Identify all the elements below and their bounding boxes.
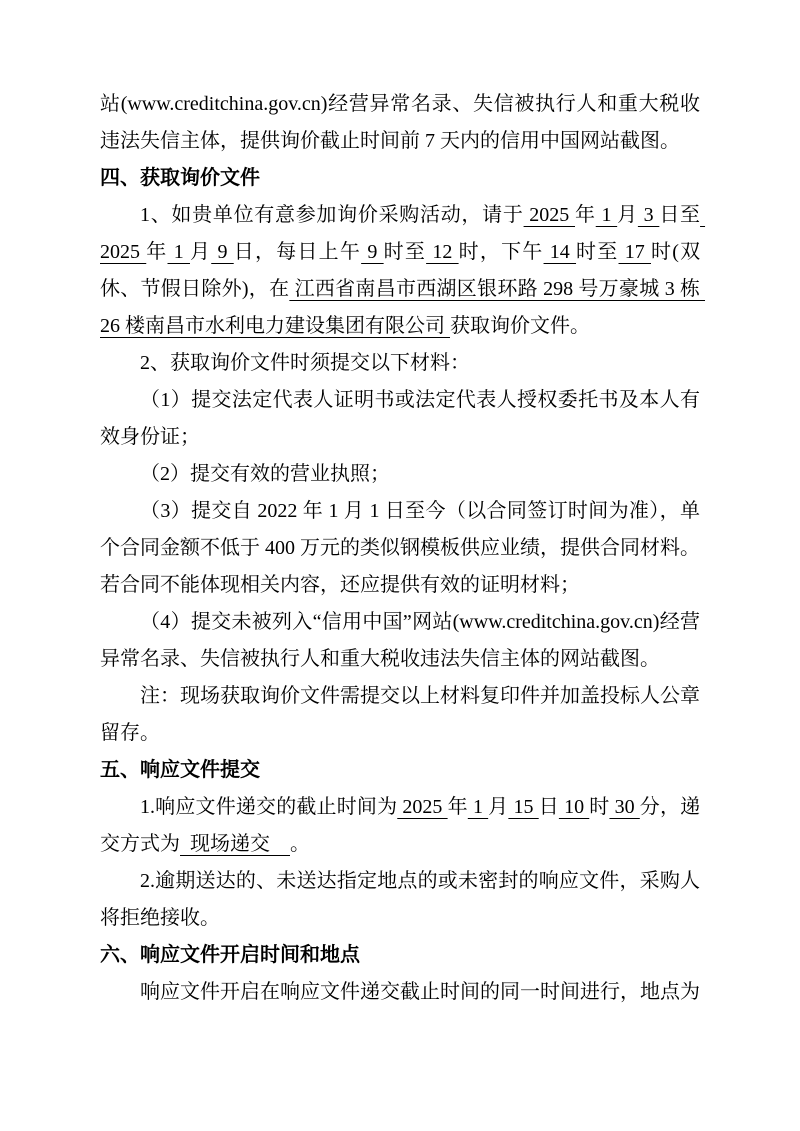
filled-blank-underline: 1 <box>167 241 190 263</box>
text-run: 1.响应文件递交的截止时间为 <box>140 796 398 818</box>
heading-section-4-obtain-inquiry-document <box>100 160 700 197</box>
text-run: 1、如贵单位有意参加询价采购活动，请于 <box>140 204 524 226</box>
text-run: 五、响应文件提交 <box>100 759 260 781</box>
text-run: 时，下午 <box>458 241 544 263</box>
para-5-2-rejection <box>100 863 700 937</box>
para-4-2-item-4 <box>100 604 700 678</box>
text-run: 月 <box>488 796 509 818</box>
text-run: 时至 <box>383 241 427 263</box>
text-run: 日至 <box>659 204 701 226</box>
para-4-2-item-1 <box>100 382 700 456</box>
para-4-note <box>100 678 700 752</box>
filled-blank-underline: 17 <box>618 241 651 263</box>
filled-blank-underline: 1 <box>595 204 618 226</box>
filled-blank-underline: 15 <box>508 796 539 818</box>
text-run: 2、获取询价文件时须提交以下材料： <box>140 352 470 374</box>
para-4-2-materials-intro <box>100 345 700 382</box>
text-run: 时(双休、节假日除外)，在 <box>100 241 701 300</box>
filled-blank-underline: 2025 <box>523 204 576 226</box>
filled-blank-underline: 10 <box>558 796 590 818</box>
text-run: 时至 <box>576 241 619 263</box>
document-body <box>100 86 706 1011</box>
text-run: 年 <box>575 204 596 226</box>
text-run: 时 <box>589 796 610 818</box>
filled-blank-underline: 现场递交 <box>180 833 290 855</box>
filled-blank-underline: 14 <box>543 241 577 263</box>
text-run: 分，递交方式为 <box>100 796 701 855</box>
para-4-2-item-2 <box>100 456 700 493</box>
text-run: 响应文件开启在响应文件递交截止时间的同一时间进行，地点为 <box>140 981 700 1003</box>
filled-blank-underline: 1 <box>467 796 489 818</box>
text-run: 日，每日上午 <box>233 241 362 263</box>
para-credit-china-continuation <box>100 86 700 160</box>
text-run: 。 <box>290 833 310 855</box>
filled-blank-underline: 江西省南昌市西湖区银环路 298 号万豪城 3 栋 26 楼南昌市水利电力建设集团有限公司 <box>100 278 706 337</box>
text-run: 月 <box>617 204 638 226</box>
filled-blank-underline: 9 <box>361 241 384 263</box>
filled-blank-underline: 2025 <box>100 204 706 263</box>
filled-blank-underline: 3 <box>637 204 660 226</box>
text-run: （3）提交自 2022 年 1 月 1 日至今（以合同签订时间为准），单个合同金额不低于 400 万元的类似钢模板供应业绩，提供合同材料。若合同不能体现相关内容，还应提供有效的证明材料； <box>100 500 700 596</box>
filled-blank-underline: 9 <box>211 241 234 263</box>
text-run: 获取询价文件。 <box>450 315 590 337</box>
text-run: 2.逾期送达的、未送达指定地点的或未密封的响应文件，采购人将拒绝接收。 <box>100 870 700 929</box>
text-run: 六、响应文件开启时间和地点 <box>100 944 360 966</box>
text-run: 日 <box>538 796 559 818</box>
para-4-2-item-3 <box>100 493 700 604</box>
text-run: 月 <box>189 241 212 263</box>
heading-section-5-response-submission <box>100 752 700 789</box>
text-run: （4）提交未被列入“信用中国”网站(www.creditchina.gov.cn)经营异常名录、失信被执行人和重大税收违法失信主体的网站截图。 <box>100 611 700 670</box>
filled-blank-underline: 30 <box>609 796 640 818</box>
filled-blank-underline: 12 <box>426 241 459 263</box>
text-run: 年 <box>447 796 468 818</box>
filled-blank-underline: 2025 <box>397 796 448 818</box>
para-4-1-obtain-schedule <box>100 197 706 345</box>
text-run: （1）提交法定代表人证明书或法定代表人授权委托书及本人有效身份证； <box>100 389 700 448</box>
para-6-opening <box>100 974 700 1011</box>
para-5-1-deadline <box>100 789 700 863</box>
text-run: （2）提交有效的营业执照； <box>140 463 390 485</box>
heading-section-6-opening-time-place <box>100 937 700 974</box>
text-run: 四、获取询价文件 <box>100 167 260 189</box>
text-run: 站(www.creditchina.gov.cn)经营异常名录、失信被执行人和重大税收违法失信主体，提供询价截止时间前 7 天内的信用中国网站截图。 <box>100 93 700 152</box>
text-run: 注：现场获取询价文件需提交以上材料复印件并加盖投标人公章留存。 <box>100 685 700 744</box>
text-run: 年 <box>146 241 168 263</box>
